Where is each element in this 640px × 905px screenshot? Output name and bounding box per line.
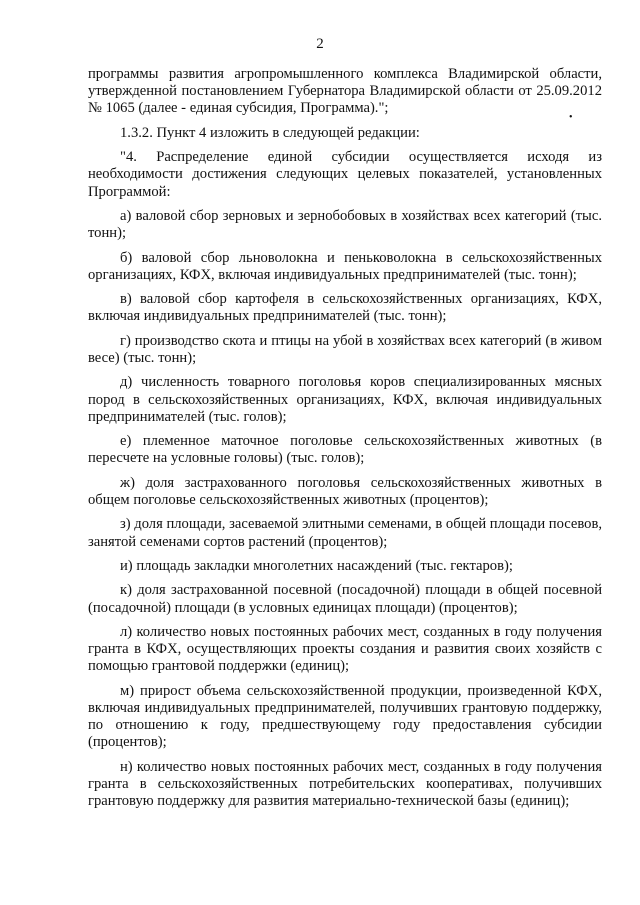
scan-mark: • (569, 112, 573, 123)
list-item-z: з) доля площади, засеваемой элитными семенами, в общей площади посевов, занятой семенами сортов растений (процентов); (88, 516, 603, 550)
list-item-v: в) валовой сбор картофеля в сельскохозяйственных организациях, КФХ, включая индивидуальных предпринимателей (тыс. тонн); (88, 291, 602, 325)
list-item-l: л) количество новых постоянных рабочих мест, созданных в году получения гранта в КФХ, осуществляющих проекты создания и развития своих хозяйств с помощью грантовой поддержки (единиц); (88, 623, 602, 675)
list-item-e: е) племенное маточное поголовье сельскохозяйственных животных (в пересчете на условные головы) (тыс. голов); (88, 433, 602, 467)
list-item-d: д) численность товарного поголовья коров специализированных мясных пород в сельскохозяйственных организациях, КФХ, включая индивидуальных предпринимателей (тыс. голов); (88, 374, 602, 425)
list-item-a: а) валовой сбор зерновых и зернобобовых в хозяйствах всех категорий (тыс. тонн); (88, 207, 602, 242)
list-item-m: м) прирост объема сельскохозяйственной продукции, произведенной КФХ, включая индивидуальных предпринимателей, получивших грантовую поддержку, по отношению к году, предшествующему году предоставления субсидии (процентов); (88, 682, 602, 751)
list-item-zh: ж) доля застрахованного поголовья сельскохозяйственных животных в общем поголовье сельскохозяйственных животных (процентов); (88, 474, 602, 508)
paragraph-continuation: программы развития агропромышленного комплекса Владимирской области, утвержденной постановлением Губернатора Владимирской области от 25.09.2012 № 1065 (далее - единая субсидия, Программа)."; (88, 66, 602, 117)
document-body (88, 66, 602, 818)
paragraph-item-1-3-2: 1.3.2. Пункт 4 изложить в следующей редакции: (120, 124, 420, 141)
page-number: 2 (316, 36, 324, 52)
list-item-i: и) площадь закладки многолетних насаждений (тыс. гектаров); (120, 557, 513, 574)
list-item-n: н) количество новых постоянных рабочих мест, созданных в году получения гранта в сельскохозяйственных потребительских кооперативах, получивших грантовую поддержку для развития материально-технической базы (единиц); (88, 758, 602, 810)
list-item-k: к) доля застрахованной посевной (посадочной) площади в общей посевной (посадочной) площади (в условных единицах площади) (процентов); (88, 582, 602, 616)
paragraph-point-4: "4. Распределение единой субсидии осуществляется исходя из необходимости достижения следующих целевых показателей, установленных Программой: (88, 149, 602, 200)
list-item-b: б) валовой сбор льноволокна и пеньковолокна в сельскохозяйственных организациях, КФХ, включая индивидуальных предпринимателей (тыс. тонн); (88, 249, 602, 283)
list-item-g: г) производство скота и птицы на убой в хозяйствах всех категорий (в живом весе) (тыс. тонн); (88, 332, 602, 366)
